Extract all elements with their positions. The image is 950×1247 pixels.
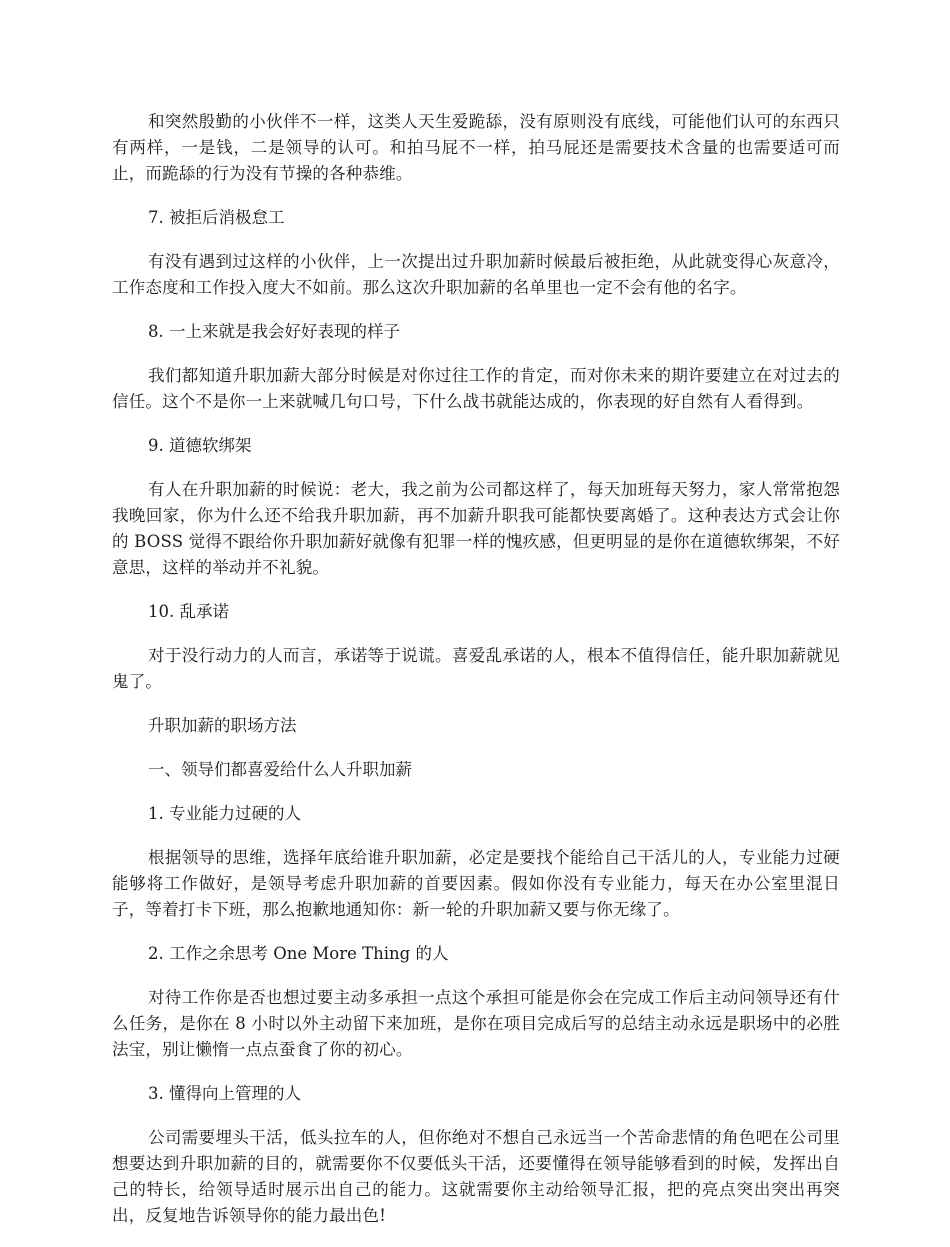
paragraph-fawning: 和突然殷勤的小伙伴不一样，这类人天生爱跪舔，没有原则没有底线，可能他们认可的东西只有两样，一是钱，二是领导的认可。和拍马屁不一样，拍马屁还是需要技术含量的也需要适可而止，而跪舔的行为没有节操的各种恭维。 [112,112,840,183]
subsection-title-who-gets-promoted: 一、领导们都喜爱给什么人升职加薪 [148,760,412,779]
heading-one-more-thing: 2. 工作之余思考 One More Thing 的人 [148,944,449,963]
heading-professional-skill: 1. 专业能力过硬的人 [148,804,301,823]
paragraph-random-promises: 对于没行动力的人而言，承诺等于说谎。喜爱乱承诺的人，根本不值得信任，能升职加薪就见鬼了。 [112,646,840,691]
heading-passive-after-rejection: 7. 被拒后消极怠工 [148,208,285,227]
paragraph-managing-up: 公司需要埋头干活，低头拉车的人，但你绝对不想自己永远当一个苦命悲情的角色吧在公司里想要达到升职加薪的目的，就需要你不仅要低头干活，还要懂得在领导能够看到的时候，发挥出自己的特长，给领导适时展示出自己的能力。这就需要你主动给领导汇报，把的亮点突出突出再突出，反复地告诉领导你的能力最出色! [112,1128,840,1225]
paragraph-promise-to-perform: 我们都知道升职加薪大部分时候是对你过往工作的肯定，而对你未来的期许要建立在对过去的信任。这个不是你一上来就喊几句口号，下什么战书就能达成的，你表现的好自然有人看得到。 [112,366,840,411]
paragraph-one-more-thing: 对待工作你是否也想过要主动多承担一点这个承担可能是你会在完成工作后主动问领导还有什么任务，是你在 8 小时以外主动留下来加班，是你在项目完成后写的总结主动永远是职场中的必胜法宝，别让懒惰一点点蚕食了你的初心。 [112,988,840,1059]
section-title-workplace-methods: 升职加薪的职场方法 [148,716,297,735]
heading-managing-up: 3. 懂得向上管理的人 [148,1084,301,1103]
paragraph-passive-after-rejection: 有没有遇到过这样的小伙伴，上一次提出过升职加薪时候最后被拒绝，从此就变得心灰意冷，工作态度和工作投入度大不如前。那么这次升职加薪的名单里也一定不会有他的名字。 [112,252,840,297]
paragraph-professional-skill: 根据领导的思维，选择年底给谁升职加薪，必定是要找个能给自己干活儿的人，专业能力过硬能够将工作做好，是领导考虑升职加薪的首要因素。假如你没有专业能力，每天在办公室里混日子，等着打卡下班，那么抱歉地通知你：新一轮的升职加薪又要与你无缘了。 [112,848,840,919]
heading-moral-kidnapping: 9. 道德软绑架 [148,436,252,455]
heading-promise-to-perform: 8. 一上来就是我会好好表现的样子 [148,322,400,341]
paragraph-moral-kidnapping: 有人在升职加薪的时候说：老大，我之前为公司都这样了，每天加班每天努力，家人常常抱怨我晚回家，你为什么还不给我升职加薪，再不加薪升职我可能都快要离婚了。这种表达方式会让你的 BOSS 觉得不跟给你升职加薪好就像有犯罪一样的愧疚感，但更明显的是你在道德软绑架，不好意思，这样的举动并不礼貌。 [112,480,840,577]
heading-random-promises: 10. 乱承诺 [148,602,229,621]
document-body [112,109,840,1247]
